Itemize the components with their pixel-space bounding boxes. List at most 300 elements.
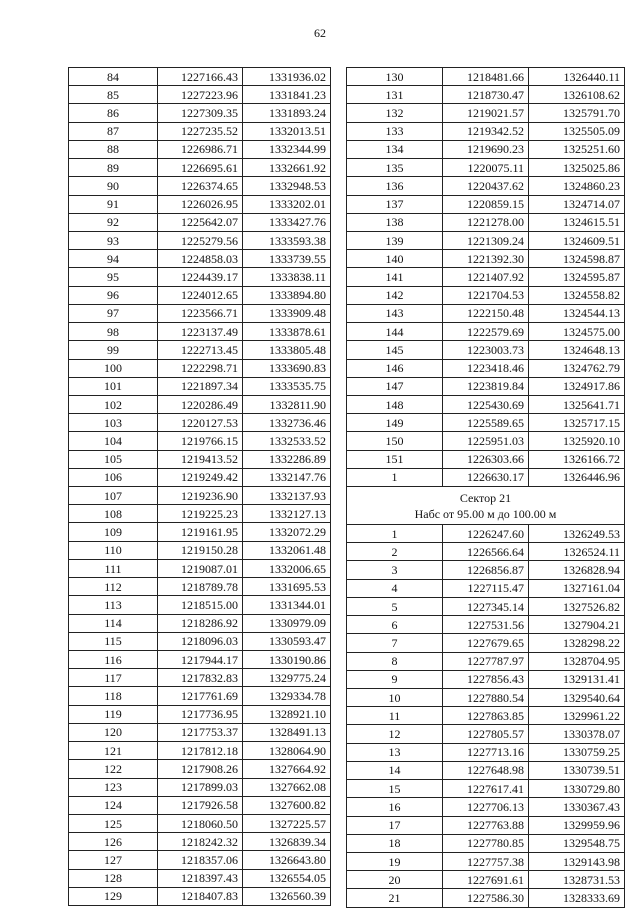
point-number-cell: 131 <box>347 86 443 104</box>
table-row <box>347 670 625 688</box>
y-coordinate-cell: 1332061.48 <box>243 541 331 559</box>
y-coordinate-cell: 1324917.86 <box>529 377 625 395</box>
x-coordinate-cell: 1219413.52 <box>158 450 243 468</box>
y-coordinate-cell: 1331344.01 <box>243 596 331 614</box>
table-row <box>69 250 331 268</box>
table-row <box>347 852 625 870</box>
table-row <box>69 122 331 140</box>
point-number-cell: 10 <box>347 689 443 707</box>
x-coordinate-cell: 1219342.52 <box>443 122 529 140</box>
point-number-cell: 4 <box>347 579 443 597</box>
point-number-cell: 151 <box>347 450 443 468</box>
x-coordinate-cell: 1217908.26 <box>158 760 243 778</box>
point-number-cell: 137 <box>347 195 443 213</box>
table-row <box>69 742 331 760</box>
x-coordinate-cell: 1218286.92 <box>158 614 243 632</box>
x-coordinate-cell: 1226374.65 <box>158 177 243 195</box>
y-coordinate-cell: 1326828.94 <box>529 561 625 579</box>
y-coordinate-cell: 1327600.82 <box>243 796 331 814</box>
table-row <box>69 651 331 669</box>
table-row <box>347 634 625 652</box>
table-row <box>347 579 625 597</box>
x-coordinate-cell: 1218242.32 <box>158 833 243 851</box>
x-coordinate-cell: 1227115.47 <box>443 579 529 597</box>
y-coordinate-cell: 1326166.72 <box>529 450 625 468</box>
table-row <box>69 140 331 158</box>
table-row <box>69 760 331 778</box>
y-coordinate-cell: 1329548.75 <box>529 834 625 852</box>
y-coordinate-cell: 1325505.09 <box>529 122 625 140</box>
y-coordinate-cell: 1332661.92 <box>243 159 331 177</box>
x-coordinate-cell: 1221407.92 <box>443 268 529 286</box>
point-number-cell: 129 <box>69 887 158 905</box>
y-coordinate-cell: 1327225.57 <box>243 814 331 832</box>
table-row <box>347 414 625 432</box>
point-number-cell: 85 <box>69 86 158 104</box>
y-coordinate-cell: 1327662.08 <box>243 778 331 796</box>
x-coordinate-cell: 1218397.43 <box>158 869 243 887</box>
y-coordinate-cell: 1324544.13 <box>529 304 625 322</box>
x-coordinate-cell: 1227691.61 <box>443 871 529 889</box>
table-row <box>347 816 625 834</box>
point-number-cell: 1 <box>347 468 443 486</box>
point-number-cell: 5 <box>347 597 443 615</box>
table-row <box>69 632 331 650</box>
table-row <box>347 543 625 561</box>
y-coordinate-cell: 1331841.23 <box>243 86 331 104</box>
point-number-cell: 149 <box>347 414 443 432</box>
table-row <box>347 834 625 852</box>
x-coordinate-cell: 1223819.84 <box>443 377 529 395</box>
table-row <box>347 304 625 322</box>
table-row <box>347 323 625 341</box>
y-coordinate-cell: 1330378.07 <box>529 725 625 743</box>
x-coordinate-cell: 1227780.85 <box>443 834 529 852</box>
table-row <box>347 761 625 779</box>
table-row <box>69 796 331 814</box>
x-coordinate-cell: 1227617.41 <box>443 780 529 798</box>
x-coordinate-cell: 1227706.13 <box>443 798 529 816</box>
point-number-cell: 9 <box>347 670 443 688</box>
x-coordinate-cell: 1227309.35 <box>158 104 243 122</box>
point-number-cell: 143 <box>347 304 443 322</box>
table-row <box>347 689 625 707</box>
table-row <box>69 541 331 559</box>
table-row <box>347 341 625 359</box>
y-coordinate-cell: 1330739.51 <box>529 761 625 779</box>
point-number-cell: 112 <box>69 578 158 596</box>
point-number-cell: 141 <box>347 268 443 286</box>
x-coordinate-cell: 1227713.16 <box>443 743 529 761</box>
x-coordinate-cell: 1220286.49 <box>158 395 243 413</box>
x-coordinate-cell: 1227863.85 <box>443 707 529 725</box>
point-number-cell: 105 <box>69 450 158 468</box>
y-coordinate-cell: 1333427.76 <box>243 213 331 231</box>
y-coordinate-cell: 1326560.39 <box>243 887 331 905</box>
y-coordinate-cell: 1332811.90 <box>243 395 331 413</box>
x-coordinate-cell: 1225430.69 <box>443 395 529 413</box>
y-coordinate-cell: 1330190.86 <box>243 651 331 669</box>
x-coordinate-cell: 1225642.07 <box>158 213 243 231</box>
y-coordinate-cell: 1333894.80 <box>243 286 331 304</box>
point-number-cell: 3 <box>347 561 443 579</box>
table-row <box>347 432 625 450</box>
point-number-cell: 19 <box>347 852 443 870</box>
table-row <box>69 213 331 231</box>
y-coordinate-cell: 1326524.11 <box>529 543 625 561</box>
table-row <box>69 432 331 450</box>
point-number-cell: 99 <box>69 341 158 359</box>
y-coordinate-cell: 1331695.53 <box>243 578 331 596</box>
y-coordinate-cell: 1325717.15 <box>529 414 625 432</box>
y-coordinate-cell: 1329334.78 <box>243 687 331 705</box>
table-row <box>347 597 625 615</box>
x-coordinate-cell: 1217926.58 <box>158 796 243 814</box>
point-number-cell: 15 <box>347 780 443 798</box>
y-coordinate-cell: 1329540.64 <box>529 689 625 707</box>
point-number-cell: 130 <box>347 68 443 86</box>
table-row <box>347 871 625 889</box>
y-coordinate-cell: 1332533.52 <box>243 432 331 450</box>
y-coordinate-cell: 1330729.80 <box>529 780 625 798</box>
table-row <box>347 140 625 158</box>
y-coordinate-cell: 1332286.89 <box>243 450 331 468</box>
table-row <box>69 159 331 177</box>
x-coordinate-cell: 1226986.71 <box>158 140 243 158</box>
table-row <box>69 614 331 632</box>
x-coordinate-cell: 1224858.03 <box>158 250 243 268</box>
x-coordinate-cell: 1227880.54 <box>443 689 529 707</box>
x-coordinate-cell: 1227763.88 <box>443 816 529 834</box>
x-coordinate-cell: 1221897.34 <box>158 377 243 395</box>
point-number-cell: 128 <box>69 869 158 887</box>
point-number-cell: 7 <box>347 634 443 652</box>
x-coordinate-cell: 1227856.43 <box>443 670 529 688</box>
x-coordinate-cell: 1226247.60 <box>443 525 529 543</box>
y-coordinate-cell: 1333838.11 <box>243 268 331 286</box>
y-coordinate-cell: 1324598.87 <box>529 250 625 268</box>
y-coordinate-cell: 1327904.21 <box>529 616 625 634</box>
y-coordinate-cell: 1324575.00 <box>529 323 625 341</box>
table-row <box>69 468 331 486</box>
point-number-cell: 97 <box>69 304 158 322</box>
point-number-cell: 17 <box>347 816 443 834</box>
table-row <box>347 652 625 670</box>
table-row <box>69 268 331 286</box>
point-number-cell: 88 <box>69 140 158 158</box>
x-coordinate-cell: 1220437.62 <box>443 177 529 195</box>
x-coordinate-cell: 1225279.56 <box>158 231 243 249</box>
x-coordinate-cell: 1218730.47 <box>443 86 529 104</box>
x-coordinate-cell: 1226566.64 <box>443 543 529 561</box>
sector-title: Сектор 21 <box>459 490 512 505</box>
point-number-cell: 100 <box>69 359 158 377</box>
x-coordinate-cell: 1224012.65 <box>158 286 243 304</box>
table-row <box>69 359 331 377</box>
point-number-cell: 14 <box>347 761 443 779</box>
y-coordinate-cell: 1332013.51 <box>243 122 331 140</box>
y-coordinate-cell: 1333593.38 <box>243 231 331 249</box>
point-number-cell: 87 <box>69 122 158 140</box>
table-row <box>347 561 625 579</box>
point-number-cell: 98 <box>69 323 158 341</box>
table-row <box>347 250 625 268</box>
y-coordinate-cell: 1332948.53 <box>243 177 331 195</box>
table-row <box>347 889 625 907</box>
point-number-cell: 120 <box>69 723 158 741</box>
table-row <box>69 395 331 413</box>
table-row <box>69 450 331 468</box>
point-number-cell: 11 <box>347 707 443 725</box>
table-row <box>347 450 625 468</box>
y-coordinate-cell: 1329961.22 <box>529 707 625 725</box>
point-number-cell: 8 <box>347 652 443 670</box>
y-coordinate-cell: 1329959.96 <box>529 816 625 834</box>
x-coordinate-cell: 1218096.03 <box>158 632 243 650</box>
x-coordinate-cell: 1226630.17 <box>443 468 529 486</box>
x-coordinate-cell: 1222150.48 <box>443 304 529 322</box>
table-row <box>69 68 331 86</box>
x-coordinate-cell: 1220127.53 <box>158 414 243 432</box>
table-row <box>347 231 625 249</box>
table-row <box>69 705 331 723</box>
table-row <box>347 195 625 213</box>
x-coordinate-cell: 1219690.23 <box>443 140 529 158</box>
table-row <box>347 707 625 725</box>
table-row <box>347 377 625 395</box>
x-coordinate-cell: 1222713.45 <box>158 341 243 359</box>
point-number-cell: 101 <box>69 377 158 395</box>
y-coordinate-cell: 1332006.65 <box>243 559 331 577</box>
coordinates-table-left <box>68 67 331 906</box>
table-row <box>347 122 625 140</box>
y-coordinate-cell: 1326554.05 <box>243 869 331 887</box>
y-coordinate-cell: 1325251.60 <box>529 140 625 158</box>
x-coordinate-cell: 1219021.57 <box>443 104 529 122</box>
point-number-cell: 84 <box>69 68 158 86</box>
table-row <box>69 596 331 614</box>
x-coordinate-cell: 1223566.71 <box>158 304 243 322</box>
table-row <box>69 559 331 577</box>
point-number-cell: 16 <box>347 798 443 816</box>
x-coordinate-cell: 1217812.18 <box>158 742 243 760</box>
x-coordinate-cell: 1225589.65 <box>443 414 529 432</box>
table-row <box>69 304 331 322</box>
point-number-cell: 109 <box>69 523 158 541</box>
x-coordinate-cell: 1219236.90 <box>158 487 243 505</box>
x-coordinate-cell: 1221392.30 <box>443 250 529 268</box>
x-coordinate-cell: 1227235.52 <box>158 122 243 140</box>
point-number-cell: 13 <box>347 743 443 761</box>
y-coordinate-cell: 1326440.11 <box>529 68 625 86</box>
x-coordinate-cell: 1225951.03 <box>443 432 529 450</box>
point-number-cell: 114 <box>69 614 158 632</box>
point-number-cell: 110 <box>69 541 158 559</box>
point-number-cell: 146 <box>347 359 443 377</box>
x-coordinate-cell: 1221704.53 <box>443 286 529 304</box>
page-number: 62 <box>314 26 326 40</box>
y-coordinate-cell: 1328921.10 <box>243 705 331 723</box>
table-row <box>69 887 331 905</box>
table-row <box>347 798 625 816</box>
point-number-cell: 95 <box>69 268 158 286</box>
point-number-cell: 135 <box>347 159 443 177</box>
x-coordinate-cell: 1227166.43 <box>158 68 243 86</box>
table-row <box>69 86 331 104</box>
y-coordinate-cell: 1324558.82 <box>529 286 625 304</box>
point-number-cell: 144 <box>347 323 443 341</box>
y-coordinate-cell: 1329143.98 <box>529 852 625 870</box>
point-number-cell: 122 <box>69 760 158 778</box>
point-number-cell: 134 <box>347 140 443 158</box>
table-row <box>69 778 331 796</box>
point-number-cell: 91 <box>69 195 158 213</box>
y-coordinate-cell: 1324615.51 <box>529 213 625 231</box>
point-number-cell: 139 <box>347 231 443 249</box>
point-number-cell: 96 <box>69 286 158 304</box>
y-coordinate-cell: 1325025.86 <box>529 159 625 177</box>
table-row <box>69 723 331 741</box>
point-number-cell: 140 <box>347 250 443 268</box>
table-row <box>347 68 625 86</box>
y-coordinate-cell: 1324714.07 <box>529 195 625 213</box>
y-coordinate-cell: 1329775.24 <box>243 669 331 687</box>
x-coordinate-cell: 1217832.83 <box>158 669 243 687</box>
y-coordinate-cell: 1333909.48 <box>243 304 331 322</box>
x-coordinate-cell: 1227223.96 <box>158 86 243 104</box>
x-coordinate-cell: 1218407.83 <box>158 887 243 905</box>
point-number-cell: 148 <box>347 395 443 413</box>
x-coordinate-cell: 1219249.42 <box>158 468 243 486</box>
point-number-cell: 124 <box>69 796 158 814</box>
x-coordinate-cell: 1221309.24 <box>443 231 529 249</box>
x-coordinate-cell: 1218515.00 <box>158 596 243 614</box>
y-coordinate-cell: 1324762.79 <box>529 359 625 377</box>
y-coordinate-cell: 1333690.83 <box>243 359 331 377</box>
x-coordinate-cell: 1226303.66 <box>443 450 529 468</box>
table-row <box>347 743 625 761</box>
y-coordinate-cell: 1330367.43 <box>529 798 625 816</box>
y-coordinate-cell: 1328333.69 <box>529 889 625 907</box>
point-number-cell: 117 <box>69 669 158 687</box>
point-number-cell: 115 <box>69 632 158 650</box>
table-row <box>69 286 331 304</box>
x-coordinate-cell: 1226026.95 <box>158 195 243 213</box>
table-row <box>69 414 331 432</box>
x-coordinate-cell: 1227345.14 <box>443 597 529 615</box>
y-coordinate-cell: 1332147.76 <box>243 468 331 486</box>
y-coordinate-cell: 1330593.47 <box>243 632 331 650</box>
y-coordinate-cell: 1328731.53 <box>529 871 625 889</box>
y-coordinate-cell: 1325791.70 <box>529 104 625 122</box>
table-row <box>347 780 625 798</box>
table-row <box>69 341 331 359</box>
x-coordinate-cell: 1218060.50 <box>158 814 243 832</box>
point-number-cell: 106 <box>69 468 158 486</box>
table-row <box>69 851 331 869</box>
x-coordinate-cell: 1218357.06 <box>158 851 243 869</box>
y-coordinate-cell: 1332072.29 <box>243 523 331 541</box>
y-coordinate-cell: 1333535.75 <box>243 377 331 395</box>
y-coordinate-cell: 1330979.09 <box>243 614 331 632</box>
table-row <box>69 231 331 249</box>
point-number-cell: 90 <box>69 177 158 195</box>
point-number-cell: 1 <box>347 525 443 543</box>
table-row <box>347 159 625 177</box>
table-row <box>69 814 331 832</box>
table-row <box>347 286 625 304</box>
y-coordinate-cell: 1328064.90 <box>243 742 331 760</box>
y-coordinate-cell: 1333878.61 <box>243 323 331 341</box>
x-coordinate-cell: 1217761.69 <box>158 687 243 705</box>
point-number-cell: 107 <box>69 487 158 505</box>
point-number-cell: 21 <box>347 889 443 907</box>
table-row <box>347 104 625 122</box>
y-coordinate-cell: 1327526.82 <box>529 597 625 615</box>
table-row <box>69 195 331 213</box>
y-coordinate-cell: 1329131.41 <box>529 670 625 688</box>
table-row <box>69 377 331 395</box>
y-coordinate-cell: 1331936.02 <box>243 68 331 86</box>
point-number-cell: 142 <box>347 286 443 304</box>
x-coordinate-cell: 1226695.61 <box>158 159 243 177</box>
point-number-cell: 18 <box>347 834 443 852</box>
x-coordinate-cell: 1227757.38 <box>443 852 529 870</box>
table-row <box>347 725 625 743</box>
y-coordinate-cell: 1330759.25 <box>529 743 625 761</box>
y-coordinate-cell: 1331893.24 <box>243 104 331 122</box>
y-coordinate-cell: 1333202.01 <box>243 195 331 213</box>
point-number-cell: 111 <box>69 559 158 577</box>
table-row <box>69 669 331 687</box>
table-row <box>347 525 625 543</box>
y-coordinate-cell: 1326249.53 <box>529 525 625 543</box>
y-coordinate-cell: 1326839.34 <box>243 833 331 851</box>
x-coordinate-cell: 1219225.23 <box>158 505 243 523</box>
x-coordinate-cell: 1219087.01 <box>158 559 243 577</box>
x-coordinate-cell: 1219150.28 <box>158 541 243 559</box>
y-coordinate-cell: 1328491.13 <box>243 723 331 741</box>
x-coordinate-cell: 1227805.57 <box>443 725 529 743</box>
x-coordinate-cell: 1217753.37 <box>158 723 243 741</box>
table-row <box>69 323 331 341</box>
x-coordinate-cell: 1217944.17 <box>158 651 243 669</box>
table-row <box>347 359 625 377</box>
point-number-cell: 2 <box>347 543 443 561</box>
table-row <box>69 523 331 541</box>
x-coordinate-cell: 1219766.15 <box>158 432 243 450</box>
x-coordinate-cell: 1217736.95 <box>158 705 243 723</box>
point-number-cell: 12 <box>347 725 443 743</box>
x-coordinate-cell: 1224439.17 <box>158 268 243 286</box>
table-row <box>69 869 331 887</box>
table-row <box>347 86 625 104</box>
y-coordinate-cell: 1326108.62 <box>529 86 625 104</box>
point-number-cell: 150 <box>347 432 443 450</box>
point-number-cell: 126 <box>69 833 158 851</box>
y-coordinate-cell: 1324609.51 <box>529 231 625 249</box>
table-row <box>69 177 331 195</box>
point-number-cell: 103 <box>69 414 158 432</box>
x-coordinate-cell: 1226856.87 <box>443 561 529 579</box>
x-coordinate-cell: 1220075.11 <box>443 159 529 177</box>
y-coordinate-cell: 1325641.71 <box>529 395 625 413</box>
sector-subtitle: Набс от 95.00 м до 100.00 м <box>414 506 557 521</box>
y-coordinate-cell: 1332127.13 <box>243 505 331 523</box>
y-coordinate-cell: 1326643.80 <box>243 851 331 869</box>
point-number-cell: 119 <box>69 705 158 723</box>
point-number-cell: 136 <box>347 177 443 195</box>
